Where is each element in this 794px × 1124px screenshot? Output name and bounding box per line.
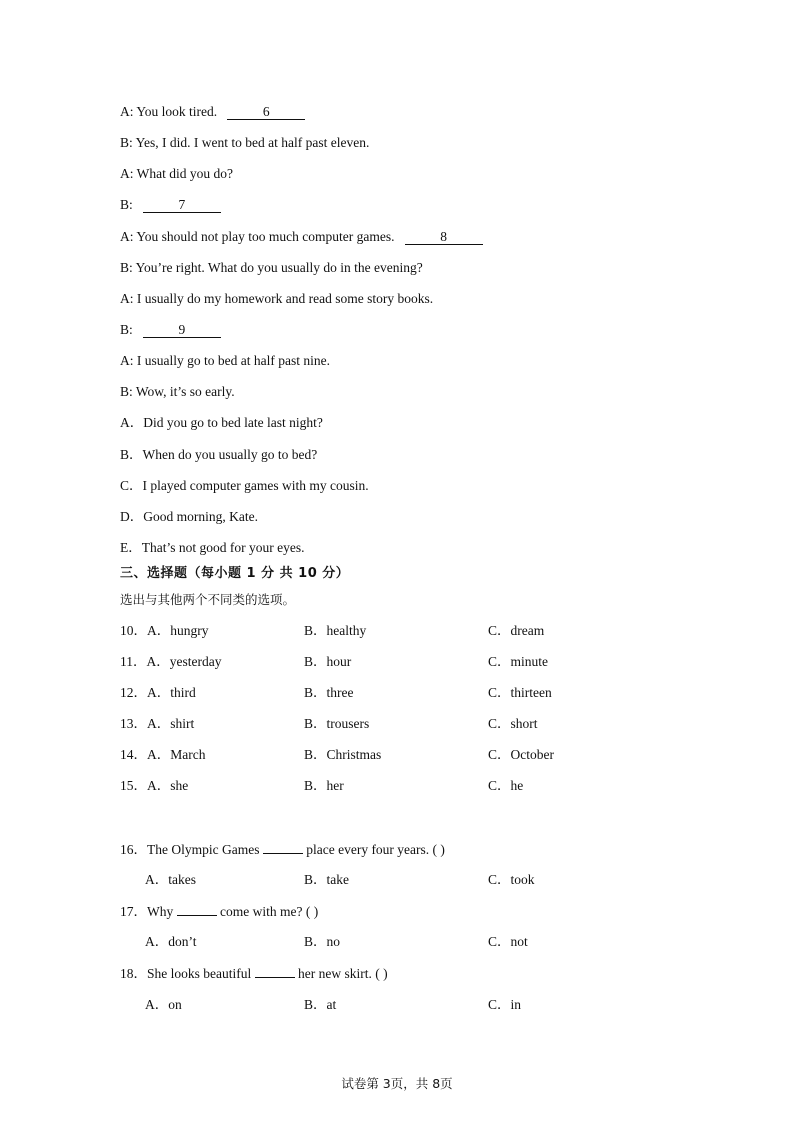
choice-c[interactable]: C．short [488, 716, 538, 731]
dialogue-line-3: A: What did you do? [120, 166, 233, 181]
choice-a[interactable]: A．hungry [147, 623, 209, 638]
option-a: A．Did you go to bed late last night? [120, 415, 323, 430]
choice-b[interactable]: B．her [304, 778, 344, 793]
dialogue-line-9: A: I usually go to bed at half past nine. [120, 353, 330, 368]
question-13: 13．A．shirt B．trousers C．short [120, 716, 538, 731]
answer-blank-6[interactable]: 6 [227, 105, 305, 120]
fill-blank[interactable] [255, 965, 295, 978]
question-17: 17．Why come with me? ( ) [120, 904, 319, 919]
choice-a[interactable]: A．she [147, 778, 189, 793]
fill-blank[interactable] [263, 841, 303, 854]
dialogue-line-6: B: You’re right. What do you usually do in the evening? [120, 260, 423, 275]
question-18-options [120, 997, 680, 1013]
choice-a[interactable]: A．don’t [145, 934, 197, 949]
choice-b[interactable]: B．Christmas [304, 747, 382, 762]
section-heading: 三、选择题（每小题 1 分 共 10 分） [120, 566, 350, 581]
dialogue-line-2: B: Yes, I did. I went to bed at half past eleven. [120, 135, 370, 150]
question-16: 16．The Olympic Games place every four years. ( ) [120, 842, 445, 857]
question-16-options [120, 872, 680, 888]
choice-a[interactable]: A．shirt [147, 716, 195, 731]
fill-blank[interactable] [177, 903, 217, 916]
dialogue-line-8: B: 9 [120, 322, 221, 338]
option-d: D．Good morning, Kate. [120, 509, 258, 524]
question-15: 15．A．she B．her C．he [120, 778, 524, 793]
page-footer: 试卷第 3页，共 8页 [341, 1076, 453, 1091]
question-11: 11．A．yesterday B．hour C．minute [120, 654, 548, 669]
choice-c[interactable]: C．not [488, 934, 528, 949]
choice-b[interactable]: B．at [304, 997, 337, 1012]
choice-a[interactable]: A．March [147, 747, 206, 762]
choice-b[interactable]: B．healthy [304, 623, 367, 638]
question-14: 14．A．March B．Christmas C．October [120, 747, 554, 762]
answer-blank-8[interactable]: 8 [405, 230, 483, 245]
question-17-options [120, 934, 680, 950]
choice-a[interactable]: A．on [145, 997, 182, 1012]
choice-c[interactable]: C．thirteen [488, 685, 552, 700]
choice-b[interactable]: B．three [304, 685, 354, 700]
choice-b[interactable]: B．no [304, 934, 341, 949]
dialogue-line-10: B: Wow, it’s so early. [120, 384, 235, 399]
choice-c[interactable]: C．took [488, 872, 535, 887]
section-instruction: 选出与其他两个不同类的选项。 [120, 592, 296, 607]
choice-b[interactable]: B．take [304, 872, 349, 887]
option-c: C．I played computer games with my cousin. [120, 478, 369, 493]
question-10: 10．A．hungry B．healthy C．dream [120, 623, 545, 638]
dialogue-line-5: A: You should not play too much computer games. 8 [120, 229, 483, 245]
dialogue-line-1: A: You look tired. 6 [120, 104, 305, 120]
answer-blank-9[interactable]: 9 [143, 323, 221, 338]
choice-b[interactable]: B．trousers [304, 716, 370, 731]
option-b: B．When do you usually go to bed? [120, 447, 318, 462]
question-18: 18．She looks beautiful her new skirt. ( ) [120, 966, 388, 981]
choice-c[interactable]: C．minute [488, 654, 548, 669]
choice-c[interactable]: C．dream [488, 623, 545, 638]
question-12: 12．A．third B．three C．thirteen [120, 685, 552, 700]
answer-blank-7[interactable]: 7 [143, 198, 221, 213]
choice-c[interactable]: C．he [488, 778, 524, 793]
choice-a[interactable]: A．takes [145, 872, 196, 887]
dialogue-line-7: A: I usually do my homework and read some story books. [120, 291, 434, 306]
option-e: E．That’s not good for your eyes. [120, 540, 305, 555]
choice-b[interactable]: B．hour [304, 654, 352, 669]
choice-c[interactable]: C．in [488, 997, 522, 1012]
choice-a[interactable]: A．third [147, 685, 196, 700]
choice-a[interactable]: A．yesterday [146, 654, 222, 669]
choice-c[interactable]: C．October [488, 747, 554, 762]
dialogue-line-4: B: 7 [120, 197, 221, 213]
